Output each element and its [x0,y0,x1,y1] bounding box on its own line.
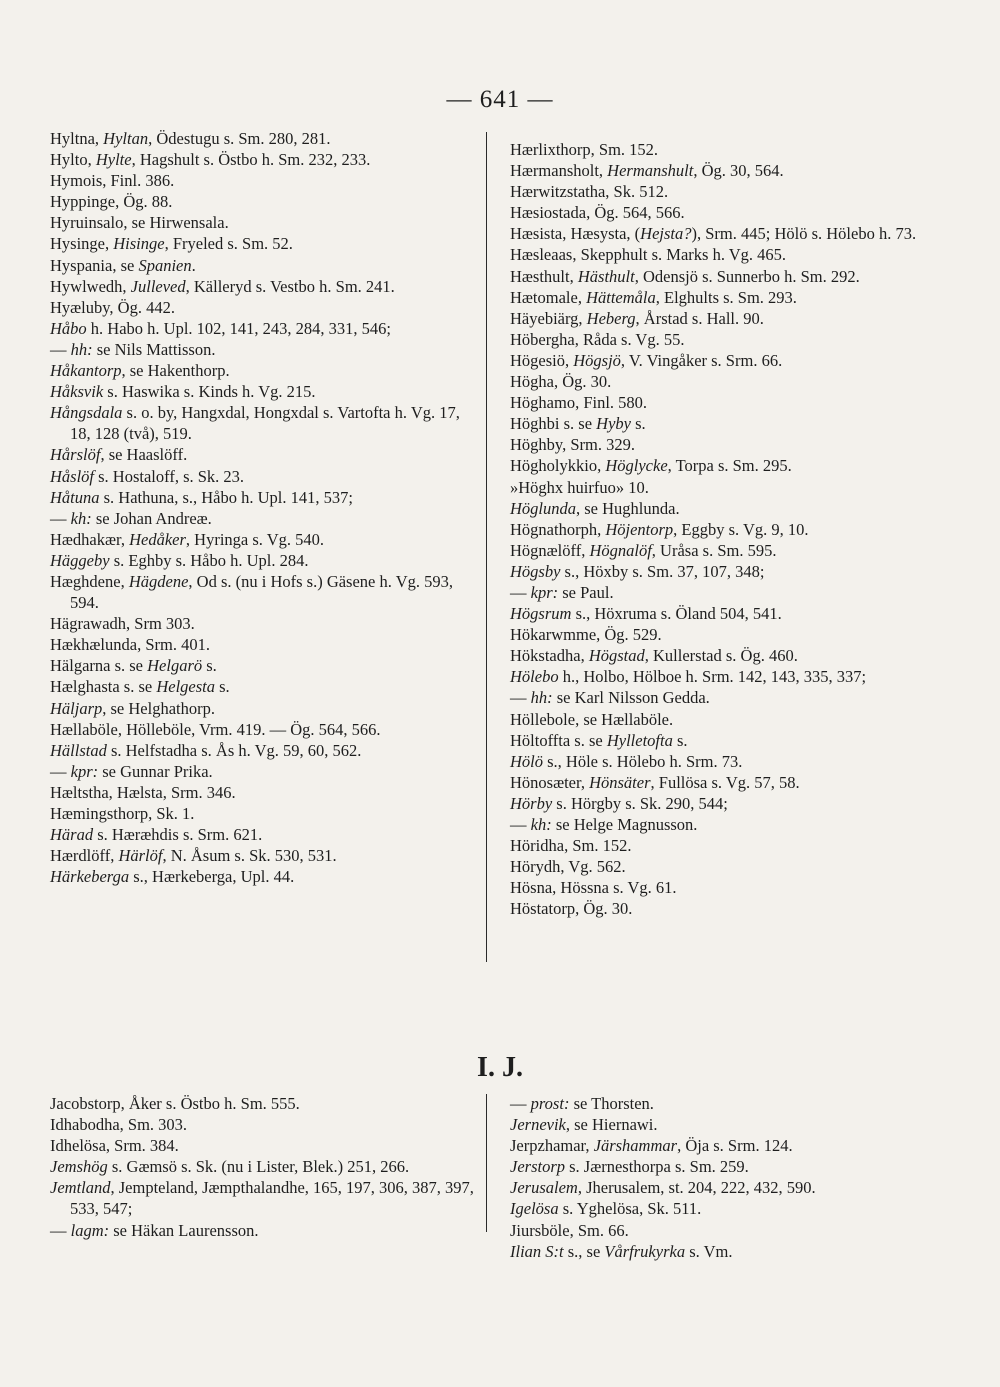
index-entry [510,139,940,160]
index-entry [50,719,478,740]
index-entry-text: Hälgarna s. se [50,656,148,676]
index-entry [50,297,478,318]
index-column-right-bottom [510,1093,940,1262]
index-entry-text: Hyspania, se [50,255,139,275]
index-entry-text: Högesiö, [510,350,574,370]
index-entry [510,350,940,371]
index-entry-italic: Jemshög [50,1157,108,1177]
index-entry-text: Höstatorp, Ög. 30. [510,899,633,919]
index-entry [510,540,940,561]
index-entry-text: s. Hostaloff, s. Sk. 23. [94,466,245,486]
index-entry-text: , Uråsa s. Sm. 595. [651,540,777,560]
index-entry-italic: lagm: [70,1220,110,1240]
index-entry-italic: Vårfrukyrka [604,1241,686,1261]
index-entry-italic: Högstad [588,646,645,666]
index-entry-text: h., Holbo, Hölboe h. Srm. 142, 143, 335, 337; [558,667,867,687]
index-entry-text: se Paul. [558,582,614,602]
index-entry-text: s., Höxruma s. Öland 504, 541. [571,604,782,624]
index-entry-italic: kpr: [530,582,559,602]
index-entry-text: Hæsleaas, Skepphult s. Marks h. Vg. 465. [510,245,787,265]
index-entry-italic: Helgarö [147,656,203,676]
index-entry [50,676,478,697]
index-entry [510,898,940,919]
index-entry-text: s. Yghelösa, Sk. 511. [558,1199,702,1219]
index-entry-text: Hylto, [50,150,96,170]
index-entry-text: s., Hærkeberga, Upl. 44. [129,867,295,887]
index-entry-text: , Fryeled s. Sm. 52. [164,234,293,254]
index-entry-text: , V. Vingåker s. Srm. 66. [620,350,783,370]
index-entry-text: , se Hughlunda. [576,498,680,518]
index-entry-italic: Hästhult [577,266,635,286]
index-entry [510,477,940,498]
index-entry-text: se Karl Nilsson Gedda. [552,688,710,708]
index-entry [510,160,940,181]
index-entry [510,772,940,793]
index-entry-text: Jerpzhamar, [510,1136,594,1156]
index-entry-italic: Hångsdala [50,403,123,423]
index-entry [50,487,478,508]
index-entry-text: , Hyringa s. Vg. 540. [185,529,325,549]
index-entry-text: — [50,1220,71,1240]
index-entry [510,181,940,202]
index-entry-text: , Ödestugu s. Sm. 280, 281. [148,129,331,148]
index-entry-text: Hysinge, [50,234,114,254]
index-column-left-bottom [50,1093,478,1241]
index-entry-text: Hyæluby, Ög. 442. [50,297,175,317]
section-heading: I. J. [477,1052,523,1083]
index-entry-text: se Häkan Laurensson. [109,1220,259,1240]
index-entry-text: Hærwitzstatha, Sk. 512. [510,182,669,202]
index-entry-text: Hyltna, [50,129,104,148]
index-entry [50,381,478,402]
index-entry-italic: Håksvik [50,382,104,402]
index-entry [50,803,478,824]
index-entry [510,814,940,835]
index-entry-text: Hæsista, Hæsysta, ( [510,224,641,244]
index-entry-italic: Högsrum [510,604,572,624]
index-entry [50,1135,478,1156]
index-entry-text: , Årstad s. Hall. 90. [635,308,764,328]
index-entry-italic: Håkantorp [50,361,122,381]
index-entry-italic: Hyby [596,414,631,434]
index-entry-italic: hh: [70,339,93,359]
index-entry-italic: Hylte [95,150,132,170]
index-entry-text: Hökstadha, [510,646,589,666]
index-entry-italic: Härlöf [118,846,163,866]
index-entry-text: s. [202,656,217,676]
index-entry-text: s. Hæræhdis s. Srm. 621. [93,825,263,845]
index-entry-italic: Jerstorp [510,1157,565,1177]
index-entry-text: Hædhakær, [50,529,130,549]
index-entry [510,877,940,898]
index-entry-text: Hyruinsalo, se Hirwensala. [50,213,229,233]
index-entry-text: , Jherusalem, st. 204, 222, 432, 590. [577,1178,816,1198]
index-entry [510,1156,940,1177]
index-entry [510,1177,940,1198]
index-entry [50,191,478,212]
index-entry-italic: Högsjö [573,350,621,370]
index-entry [50,866,478,887]
index-entry-text: s., Höxby s. Sm. 37, 107, 348; [560,561,765,581]
index-entry [50,508,478,529]
index-entry-text: , se Hiernawi. [565,1115,658,1135]
index-entry [50,613,478,634]
index-entry-italic: Hermanshult [607,161,694,181]
index-entry [510,1220,940,1241]
index-entry-italic: Håtuna [50,487,100,507]
index-entry-text: Högha, Ög. 30. [510,372,612,392]
index-entry-text: Idhelösa, Srm. 384. [50,1136,179,1156]
index-entry [50,170,478,191]
index-entry [50,824,478,845]
index-entry-text: Hærlixthorp, Sm. 152. [510,140,659,159]
index-entry-text: se Thorsten. [569,1094,654,1113]
index-entry [50,1220,478,1241]
index-entry-text: Hæltstha, Hælsta, Srm. 346. [50,782,236,802]
index-entry-text: Hörydh, Vg. 562. [510,857,626,877]
index-entry-text: Hælghasta s. se [50,677,157,697]
index-entry-text: , Elghults s. Sm. 293. [655,287,797,307]
index-entry-italic: Hedåker [129,529,186,549]
index-entry-italic: kh: [70,508,92,528]
index-entry-text: , Hagshult s. Östbo h. Sm. 232, 233. [131,150,371,170]
index-entry [510,202,940,223]
index-entry-italic: Hägdene [128,571,189,591]
index-entry-italic: Helgesta [156,677,215,697]
index-entry [510,561,940,582]
index-entry-text: s. Gæmsö s. Sk. (nu i Lister, Blek.) 251, 266. [107,1157,410,1177]
index-entry [510,1135,940,1156]
index-entry-text: Idhabodha, Sm. 303. [50,1115,188,1135]
index-entry [510,835,940,856]
index-entry [510,413,940,434]
index-entry-italic: Jemtland [50,1178,111,1198]
index-entry-text: Jiursböle, Sm. 66. [510,1220,629,1240]
index-entry [510,498,940,519]
index-entry-text: Hætomale, [510,287,587,307]
index-entry-text: s. Haswika s. Kinds h. Vg. 215. [103,382,316,402]
index-entry-text: Höltoffta s. se [510,730,607,750]
index-entry [50,444,478,465]
index-entry-text: se Gunnar Prika. [98,761,213,781]
index-entry [510,687,940,708]
index-entry-text: Höghbi s. se [510,414,597,434]
index-entry-text: Hæsthult, [510,266,578,286]
index-entry-text: s. Vm. [685,1241,733,1261]
index-entry-text: s. Eghby s. Håbo h. Upl. 284. [109,550,309,570]
index-entry-italic: Ilian S:t [510,1241,564,1261]
index-entry-italic: Höjentorp [605,519,674,539]
index-entry-text: s., Höle s. Hölebo h. Srm. 73. [543,751,743,771]
index-entry [50,212,478,233]
index-entry-text: . [191,255,196,275]
index-entry-text: Hæsiostada, Ög. 564, 566. [510,203,685,223]
index-entry [50,466,478,487]
index-entry-text: s. [672,730,688,750]
index-entry [50,339,478,360]
index-column-left-top [50,128,478,887]
index-entry-text: — [510,815,531,834]
index-entry-text: Höghamo, Finl. 580. [510,393,648,413]
index-entry-italic: prost: [530,1094,570,1113]
index-entry [510,793,940,814]
index-entry [50,761,478,782]
index-entry-italic: Häljarp [50,698,103,718]
index-entry [510,266,940,287]
index-entry-text: , Torpa s. Sm. 295. [667,456,792,476]
index-entry [510,1198,940,1219]
index-entry-text: — [510,688,531,708]
index-entry-text: , se Hakenthorp. [121,361,230,381]
index-entry-text: , se Helghathorp. [102,698,215,718]
index-entry [510,455,940,476]
index-entry-text: s. Hathuna, s., Håbo h. Upl. 141, 537; [99,487,353,507]
index-entry-text: — [50,761,71,781]
index-entry-text: Höridha, Sm. 152. [510,836,632,856]
index-entry-text: Höllebole, se Hællaböle. [510,709,674,729]
index-entry-italic: kpr: [70,761,99,781]
index-entry-italic: Håbo [50,318,87,338]
index-entry [50,128,478,149]
index-entry-text: »Höghx huirfuo» 10. [510,477,649,497]
index-entry-text: — [50,508,71,528]
index-entry-italic: Hörby [510,793,553,813]
index-entry-italic: Hölö [510,751,543,771]
index-entry [510,751,940,772]
index-entry-italic: Hårslöf [50,445,101,465]
index-entry-text: ), Srm. 445; Hölö s. Hölebo h. 73. [691,224,917,244]
index-entry-text: , Källeryd s. Vestbo h. Sm. 241. [185,276,395,296]
index-entry [510,392,940,413]
index-entry-text: Hönosæter, [510,772,590,792]
index-entry [50,255,478,276]
index-entry [510,624,940,645]
index-entry-text: s., se [563,1241,605,1261]
index-entry-italic: Hejsta? [640,224,692,244]
index-entry-text: — [510,1094,531,1113]
index-entry-text: , se Haaslöff. [100,445,188,465]
index-entry-text: Högnælöff, [510,540,590,560]
index-entry-text: , Odensjö s. Sunnerbo h. Sm. 292. [634,266,860,286]
index-entry-text: Hærmansholt, [510,161,608,181]
index-entry-italic: Högsby [510,561,561,581]
index-entry-text: s. Helfstadha s. Ås h. Vg. 59, 60, 562. [106,740,362,760]
index-entry-text: , Ög. 30, 564. [693,161,784,181]
index-entry [510,1241,940,1262]
index-entry [510,1093,940,1114]
index-entry [510,666,940,687]
index-entry-italic: Högnalöf [589,540,652,560]
index-entry-text: , Fullösa s. Vg. 57, 58. [650,772,800,792]
page-number: — 641 — [446,86,554,113]
index-entry [510,223,940,244]
index-entry-text: Hækhælunda, Srm. 401. [50,635,210,655]
index-entry [50,1093,478,1114]
index-entry-italic: Jernevik [510,1115,566,1135]
index-entry-text: Högnathorph, [510,519,606,539]
index-entry [510,329,940,350]
index-entry-text: s. Hörgby s. Sk. 290, 544; [552,793,728,813]
index-entry-text: h. Habo h. Upl. 102, 141, 243, 284, 331, 546; [86,318,391,338]
index-entry-italic: Jerusalem [510,1178,578,1198]
index-entry-italic: Igelösa [510,1199,559,1219]
index-entry-text: Hökarwmme, Ög. 529. [510,625,662,645]
index-entry-text: s. [214,677,230,697]
index-entry [50,276,478,297]
index-entry-text: Hägrawadh, Srm 303. [50,614,195,634]
index-entry [50,1114,478,1135]
index-entry [510,603,940,624]
index-entry [50,233,478,254]
index-entry-text: , Eggby s. Vg. 9, 10. [673,519,809,539]
index-entry-text: Hæmingsthorp, Sk. 1. [50,804,195,823]
index-entry [510,645,940,666]
index-entry [50,529,478,550]
index-entry-italic: Hyltan [103,129,149,148]
index-entry-text: Hællaböle, Hölleböle, Vrm. 419. — Ög. 564, 566. [50,719,381,739]
index-entry-text: — [50,339,71,359]
index-column-right-top [510,139,940,919]
index-entry-italic: Hölebo [510,667,559,687]
index-entry-italic: Häggeby [50,550,110,570]
index-entry-italic: Härkeberga [50,867,130,887]
index-entry [50,402,478,444]
index-entry [50,1177,478,1219]
index-entry-text: , Od s. (nu i Hofs s.) Gäsene h. Vg. 593, 594. [70,571,453,613]
index-entry [50,740,478,761]
index-entry-italic: Heberg [586,308,636,328]
index-entry [50,782,478,803]
index-entry-text: Högholykkio, [510,456,606,476]
index-entry-italic: kh: [530,815,552,834]
index-entry-italic: hh: [530,688,553,708]
index-entry [510,244,940,265]
index-entry [50,634,478,655]
index-entry [50,360,478,381]
index-entry [510,582,940,603]
index-entry-italic: Spanien [138,255,192,275]
index-entry [510,287,940,308]
index-entry-text: se Nils Mattisson. [92,339,216,359]
index-entry [510,519,940,540]
index-entry-text: — [510,582,531,602]
index-entry-italic: Håslöf [50,466,95,486]
index-entry-text: Hösna, Hössna s. Vg. 61. [510,878,677,898]
index-entry-text: se Helge Magnusson. [551,815,698,834]
index-entry-text: s. Jærnesthorpa s. Sm. 259. [565,1157,749,1177]
index-entry-text: Häyebiärg, [510,308,587,328]
index-entry-text: s. o. by, Hangxdal, Hongxdal s. Vartofta h. Vg. 17, 18, 128 (två), 519. [70,403,460,444]
index-entry-italic: Hylletofta [606,730,673,750]
index-entry-italic: Julleved [130,276,186,296]
index-entry-italic: Höglycke [605,456,668,476]
index-entry-italic: Härad [50,825,94,845]
column-divider-top [486,132,487,962]
index-entry-text: Höbergha, Råda s. Vg. 55. [510,329,685,349]
index-entry-italic: Hönsäter [589,772,651,792]
column-divider-bottom [486,1094,487,1232]
index-entry-text: se Johan Andreæ. [91,508,212,528]
index-entry [50,571,478,613]
index-entry-italic: Hällstad [50,740,107,760]
index-entry-text: Hærdlöff, [50,846,119,866]
index-entry [510,856,940,877]
index-entry [510,308,940,329]
index-entry [510,730,940,751]
index-entry-text: Hywlwedh, [50,276,131,296]
index-entry-italic: Höglunda [510,498,576,518]
index-entry-text: Hæghdene, [50,571,129,591]
index-entry [50,845,478,866]
index-entry [50,318,478,339]
index-entry [510,1114,940,1135]
index-entry-text: Hyppinge, Ög. 88. [50,192,173,212]
index-entry-italic: Hisinge [113,234,165,254]
index-entry [50,655,478,676]
index-entry [510,434,940,455]
index-entry-text: Jacobstorp, Åker s. Östbo h. Sm. 555. [50,1094,300,1113]
index-entry-text: Höghby, Srm. 329. [510,435,635,455]
index-entry [50,149,478,170]
index-entry [50,550,478,571]
index-entry-text: , Kullerstad s. Ög. 460. [644,646,798,666]
index-entry-italic: Hättemåla [586,287,656,307]
index-entry [510,709,940,730]
index-entry-text: , Öja s. Srm. 124. [677,1136,793,1156]
index-entry [50,698,478,719]
index-entry-text: s. [631,414,646,434]
index-entry-italic: Järshammar [593,1136,678,1156]
index-entry-text: , Jempteland, Jæmpthalandhe, 165, 197, 306, 387, 397, 533, 547; [70,1178,474,1219]
index-entry-text: , N. Åsum s. Sk. 530, 531. [162,846,337,866]
index-entry [510,371,940,392]
index-entry [50,1156,478,1177]
index-entry-text: Hymois, Finl. 386. [50,171,175,191]
